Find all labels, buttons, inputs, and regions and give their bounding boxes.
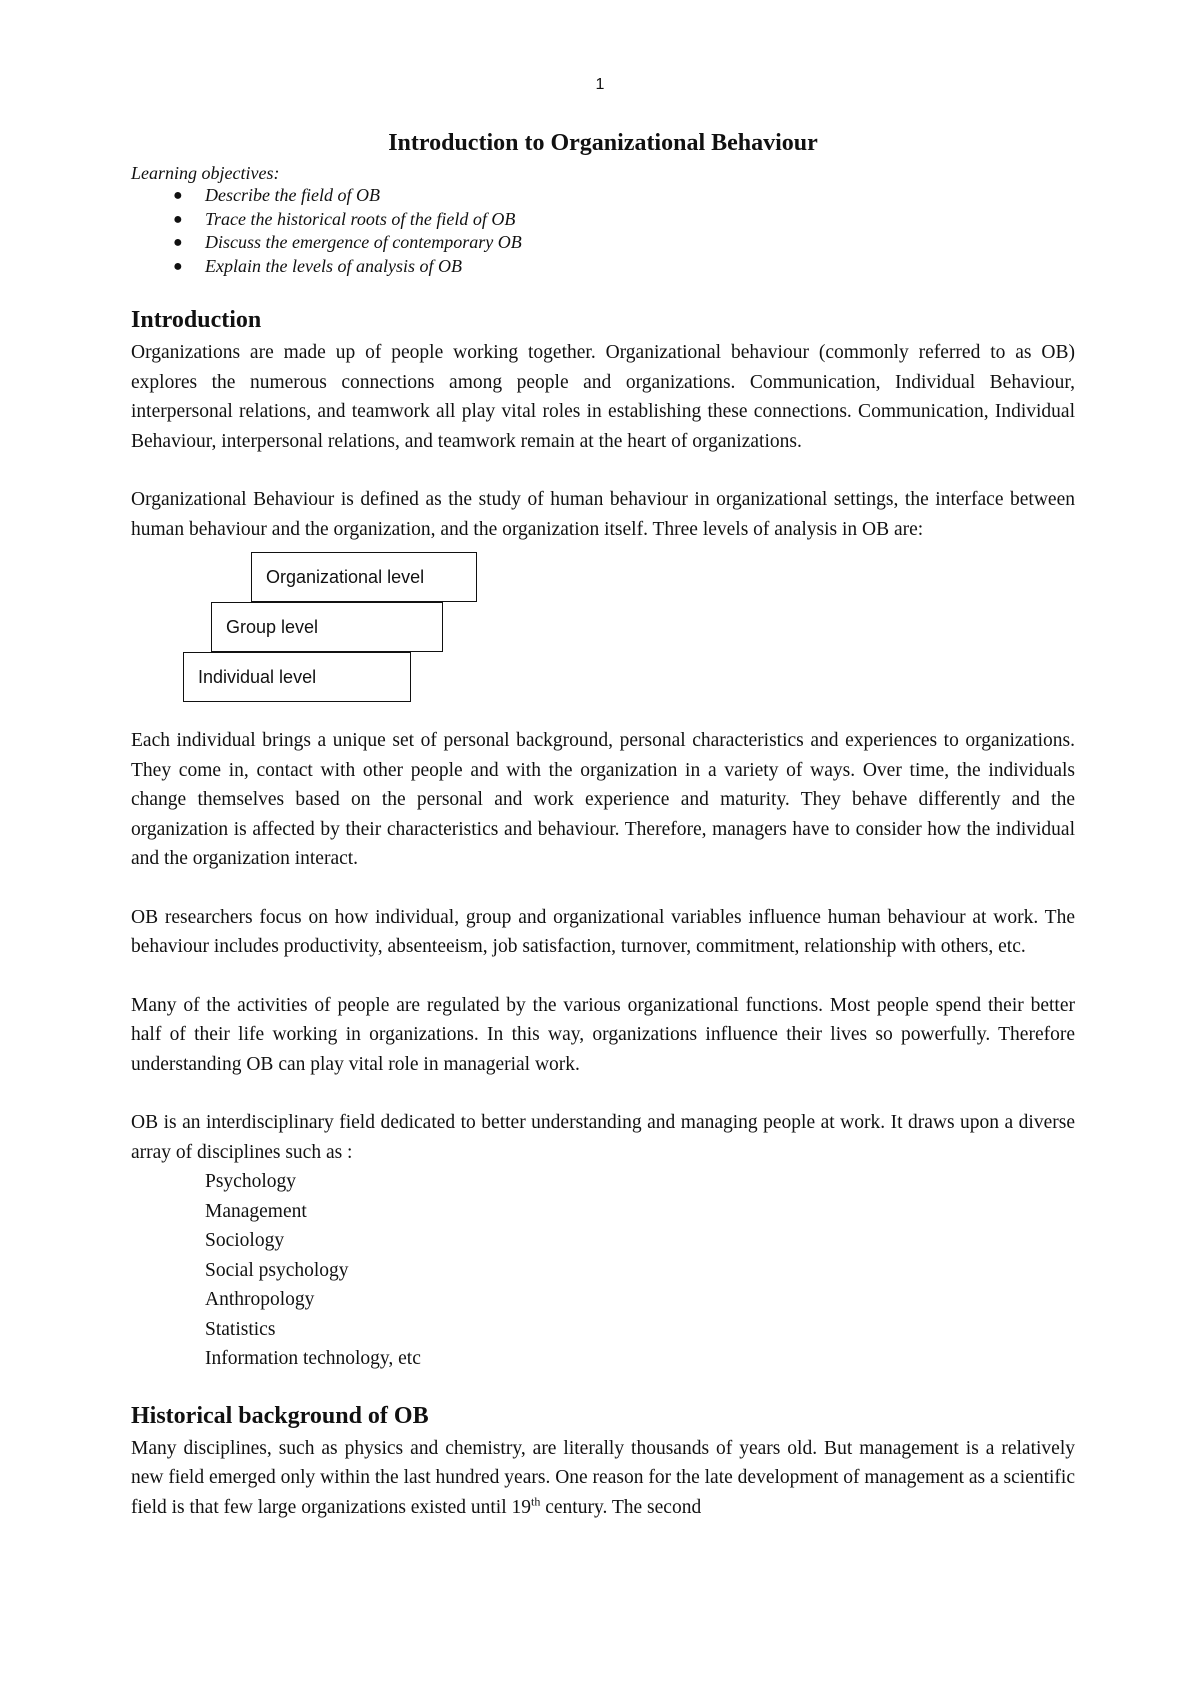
introduction-paragraph-3: Each individual brings a unique set of personal background, personal characteristics and experiences to organizations. They come in, contact with other people and with the organization in a variety of ways. Over time, the individuals change themselves based on the personal and work experience and maturity. They behave differently and the organization is affected by their characteristics and behaviour. Therefore, managers have to consider how the individual and the organization interact.: [131, 730, 1075, 869]
organizational-level-box: Organizational level: [251, 552, 477, 602]
introduction-paragraph-5: Many of the activities of people are regulated by the various organizational functions. Most people spend their better half of their life working in organizations. In this way, organizations influence their lives so powerfully. Therefore understanding OB can play vital role in managerial work.: [131, 994, 1075, 1075]
group-level-box: Group level: [211, 602, 443, 652]
discipline-item: Psychology: [205, 1171, 297, 1192]
document-title: Introduction to Organizational Behaviour: [388, 130, 818, 156]
objective-item: ● Describe the field of OB: [205, 184, 1075, 208]
page-content: [131, 128, 1075, 1522]
introduction-paragraph-1: Organizations are made up of people working together. Organizational behaviour (commonly referred to as OB) explores the numerous connections among people and organizations. Communication, Individual Behaviour, interpersonal relations, and teamwork all play vital roles in establishing these connections. Communication, Individual Behaviour, interpersonal relations, and teamwork remain at the heart of organizations.: [131, 342, 1075, 452]
learning-objectives-label: Learning objectives:: [131, 163, 280, 183]
introduction-paragraph-4: OB researchers focus on how individual, group and organizational variables influence human behaviour at work. The behaviour includes productivity, absenteeism, job satisfaction, turnover, commitment, relationship with others, etc.: [131, 906, 1075, 957]
introduction-heading: Introduction: [131, 307, 262, 333]
objective-item: ● Discuss the emergence of contemporary OB: [205, 231, 1075, 255]
discipline-item: Management: [205, 1200, 307, 1222]
page-number: 1: [595, 76, 605, 93]
objective-item: ● Trace the historical roots of the field of OB: [205, 208, 1075, 232]
introduction-paragraph-6: OB is an interdisciplinary field dedicated to better understanding and managing people at work. It draws upon a diverse array of disciplines such as :: [131, 1112, 1075, 1163]
historical-paragraph-1: Many disciplines, such as physics and chemistry, are literally thousands of years old. But management is a relatively new field emerged only within the last hundred years. One reason for the late development of management as a scientific field is that few large organizations existed until 19th century. The second: [131, 1437, 1075, 1518]
learning-objectives-list: [131, 184, 1075, 278]
individual-level-box: Individual level: [183, 652, 411, 702]
historical-background-heading: Historical background of OB: [131, 1402, 429, 1429]
bullet-icon: ●: [173, 257, 183, 275]
introduction-paragraph-2: Organizational Behaviour is defined as the study of human behaviour in organizational settings, the interface between human behaviour and the organization, and the organization itself. Three levels of analysis in OB are:: [131, 489, 1075, 540]
discipline-item: Information technology, etc: [205, 1348, 421, 1369]
disciplines-list: [131, 1167, 1075, 1374]
discipline-item: Anthropology: [205, 1289, 315, 1310]
levels-of-analysis-diagram: [131, 552, 1075, 720]
objective-item: ● Explain the levels of analysis of OB: [205, 255, 1075, 279]
bullet-icon: ●: [173, 187, 183, 204]
discipline-item: Sociology: [205, 1230, 285, 1251]
bullet-icon: ●: [173, 210, 183, 228]
bullet-icon: ●: [173, 234, 183, 251]
discipline-item: Statistics: [205, 1318, 276, 1340]
discipline-item: Social psychology: [205, 1259, 349, 1281]
